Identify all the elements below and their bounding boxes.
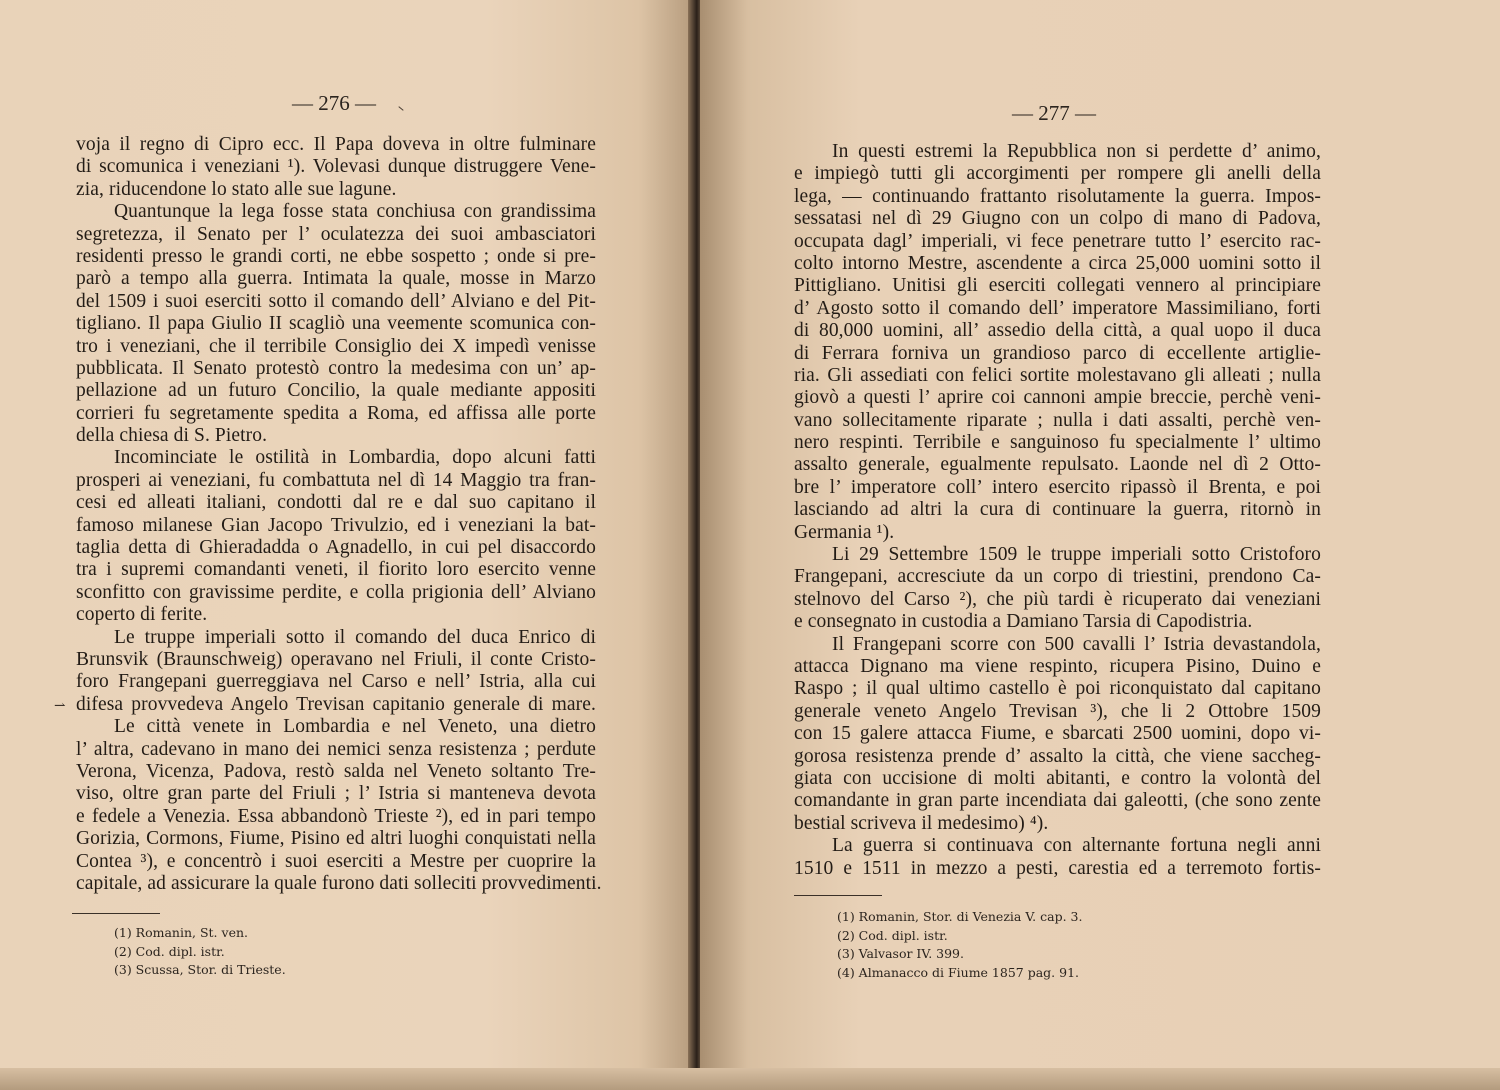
text-line: di scomunica i veneziani ¹). Volevasi dunque distruggere Vene-	[76, 156, 596, 178]
text-line: con 15 galere attacca Fiume, e sbarcati 2500 uomini, dopo vi-	[794, 723, 1321, 745]
right-body-text	[794, 141, 1321, 880]
text-line: della chiesa di S. Pietro.	[76, 425, 268, 447]
left-body-text	[76, 134, 602, 895]
footnote: (1) Romanin, Stor. di Venezia V. cap. 3.	[837, 909, 1083, 924]
page-number-right: — 277 —	[1012, 101, 1096, 125]
text-line: vano sollecitamente riparate ; nulla i dati assalti, perchè ven-	[794, 409, 1321, 431]
footnote: (1) Romanin, St. ven.	[114, 925, 248, 940]
text-line: ria. Gli assediati con felici sortite molestavano gli alleati ; nulla	[794, 364, 1321, 386]
text-line: famoso milanese Gian Jacopo Trivulzio, ed i veneziani la bat-	[76, 514, 596, 536]
text-line: Il Frangepani scorre con 500 cavalli l’ Istria devastandola,	[832, 633, 1321, 655]
text-line: segretezza, il Senato per l’ oculatezza dei suoi ambasciatori	[76, 223, 596, 245]
text-line: assalto generale, egualmente repulsato. Laonde nel dì 2 Otto-	[794, 454, 1321, 476]
text-line: residenti presso le grandi corti, ne ebbe sospetto ; onde si pre-	[76, 245, 596, 267]
footnote: (3) Valvasor IV. 399.	[837, 946, 964, 961]
text-line: comandante in gran parte incendiata dai galeotti, (che sono zente	[794, 790, 1321, 812]
text-line: d’ Agosto sotto il comando dell’ imperatore Massimiliano, forti	[794, 297, 1321, 319]
text-line: La guerra si continuava con alternante fortuna negli anni	[832, 835, 1321, 857]
stray-mark-icon	[398, 106, 403, 111]
text-line: colto intorno Mestre, ascendente a circa 25,000 uomini sotto il	[794, 252, 1321, 274]
text-line: Le truppe imperiali sotto il comando del duca Enrico di	[114, 626, 596, 648]
page-bottom-edge	[0, 1068, 1500, 1090]
text-line: viso, oltre gran parte del Friuli ; l’ Istria si manteneva devota	[76, 783, 596, 805]
text-line: stelnovo del Carso ²), che più tardi è ricuperato dai veneziani	[794, 588, 1321, 610]
text-line: attacca Dignano ma viene respinto, ricupera Pisino, Duino e	[794, 655, 1321, 677]
text-line: bestial scriveva il medesimo) ⁴).	[794, 812, 1049, 834]
text-line: Raspo ; il qual ultimo castello è poi riconquistato dal capitano	[794, 678, 1321, 700]
text-line: Gorizia, Cormons, Fiume, Pisino ed altri luoghi conquistati nella	[76, 828, 596, 850]
text-line: e impiegò tutti gli accorgimenti per rompere gli anelli della	[794, 163, 1321, 185]
page-number-left: — 276 —	[292, 91, 376, 115]
text-line: bre l’ imperatore coll’ intero esercito ripassò il Brenta, e poi	[794, 476, 1321, 498]
text-line: lega, — continuando frattanto risolutamente la guerra. Impos-	[794, 185, 1321, 207]
text-line: sessatasi nel dì 29 Giugno con un colpo di mano di Padova,	[794, 208, 1321, 230]
text-line: tigliano. Il papa Giulio II scagliò una veemente scomunica con-	[76, 313, 596, 335]
footnote: (2) Cod. dipl. istr.	[837, 927, 948, 943]
text-line: di 80,000 uomini, all’ assedio della città, a qual uopo il duca	[794, 320, 1321, 342]
text-line: Pittigliano. Unitisi gli eserciti collegati vennero al principiare	[794, 275, 1321, 297]
text-line: voja il regno di Cipro ecc. Il Papa doveva in oltre fulminare	[76, 134, 596, 155]
text-line: Quantunque la lega fosse stata conchiusa con grandissima	[114, 201, 596, 223]
text-line: Brunsvik (Braunschweig) operavano nel Friuli, il conte Cristo-	[76, 648, 596, 670]
text-line: In questi estremi la Repubblica non si perdette d’ animo,	[832, 141, 1321, 162]
text-line: Germania ¹).	[794, 521, 895, 543]
text-line: Incominciate le ostilità in Lombardia, dopo alcuni fatti	[114, 447, 596, 469]
left-footnotes	[114, 924, 286, 980]
text-line: del 1509 i suoi eserciti sotto il comando dell’ Alviano e del Pit-	[76, 290, 596, 312]
margin-arrow-icon: ⇀	[54, 698, 66, 714]
text-line: cesi ed alleati italiani, condotti dal re e dal suo capitano il	[76, 492, 596, 514]
text-line: Li 29 Settembre 1509 le truppe imperiali sotto Cristoforo	[832, 544, 1321, 566]
text-line: capitale, ad assicurare la quale furono dati solleciti provvedimenti.	[76, 872, 602, 894]
text-line: tra i supremi comandanti veneti, il fiorito loro esercito venne	[76, 559, 596, 581]
text-line: tro i veneziani, che il terribile Consiglio dei X impedì venisse	[76, 335, 596, 357]
text-line: sconfitto con gravissime perdite, e colla prigionia dell’ Alviano	[76, 581, 596, 603]
text-line: coperto di ferite.	[76, 604, 208, 626]
right-footnote-rule	[794, 895, 882, 896]
text-line: giovò a questi l’ aprire coi cannoni ampie breccie, perchè veni-	[794, 387, 1321, 409]
text-line: 1510 e 1511 in mezzo a pesti, carestia ed a terremoto fortis-	[794, 857, 1321, 879]
right-page	[700, 0, 1500, 1090]
text-line: nero respinti. Terribile e sanguinoso fu specialmente l’ ultimo	[794, 432, 1321, 454]
text-line: Frangepani, accresciute da un corpo di triestini, prendono Ca-	[794, 566, 1321, 588]
text-line: Verona, Vicenza, Padova, restò salda nel Veneto soltanto Tre-	[76, 760, 596, 782]
text-line: pubblicata. Il Senato protestò contro la medesima con un’ ap-	[76, 357, 596, 379]
text-line: corrieri fu segretamente spedita a Roma, ed affissa alle porte	[76, 402, 596, 424]
footnote: (4) Almanacco di Fiume 1857 pag. 91.	[837, 964, 1079, 980]
text-line: difesa provvedeva Angelo Trevisan capitanio generale di mare.	[76, 693, 596, 715]
text-line: Contea ³), e concentrò i suoi eserciti a Mestre per cuoprire la	[76, 850, 596, 872]
text-line: prosperi ai veneziani, fu combattuta nel dì 14 Maggio tra fran-	[76, 469, 596, 491]
text-line: lasciando ad altri la cura di continuare la guerra, ritornò in	[794, 499, 1321, 521]
right-footnotes	[837, 908, 1082, 982]
text-line: gorosa resistenza prende d’ assalto la città, che viene saccheg-	[794, 745, 1321, 767]
text-line: taglia detta di Ghieradadda o Agnadello, in cui pel disaccordo	[76, 537, 596, 559]
text-line: Le città venete in Lombardia e nel Veneto, una dietro	[114, 716, 596, 738]
footnote: (2) Cod. dipl. istr.	[114, 943, 225, 959]
text-line: e consegnato in custodia a Damiano Tarsia di Capodistria.	[794, 611, 1253, 633]
text-line: parò a tempo alla guerra. Intimata la quale, mosse in Marzo	[76, 268, 596, 290]
text-line: zia, riducendone lo stato alle sue lagune.	[76, 178, 397, 200]
text-line: l’ altra, cadevano in mano dei nemici senza resistenza ; perdute	[76, 738, 596, 760]
text-line: occupata dagl’ imperiali, vi fece penetrare tutto l’ esercito rac-	[794, 230, 1321, 252]
footnote: (3) Scussa, Stor. di Trieste.	[114, 962, 286, 977]
text-line: foro Frangepani guerreggiava nel Carso e nell’ Istria, alla cui	[76, 671, 596, 693]
left-footnote-rule	[72, 913, 160, 914]
text-line: e fedele a Venezia. Essa abbandonò Trieste ²), ed in pari tempo	[76, 805, 596, 827]
text-line: giata con uccisione di molti abitanti, e contro la volontà del	[794, 767, 1321, 789]
text-line: generale veneto Angelo Trevisan ³), che li 2 Ottobre 1509	[794, 700, 1321, 722]
text-line: di Ferrara forniva un grandioso parco di eccellente artiglie-	[794, 342, 1321, 364]
left-page	[0, 0, 694, 1090]
text-line: pellazione ad un futuro Concilio, la quale mediante appositi	[76, 380, 596, 402]
